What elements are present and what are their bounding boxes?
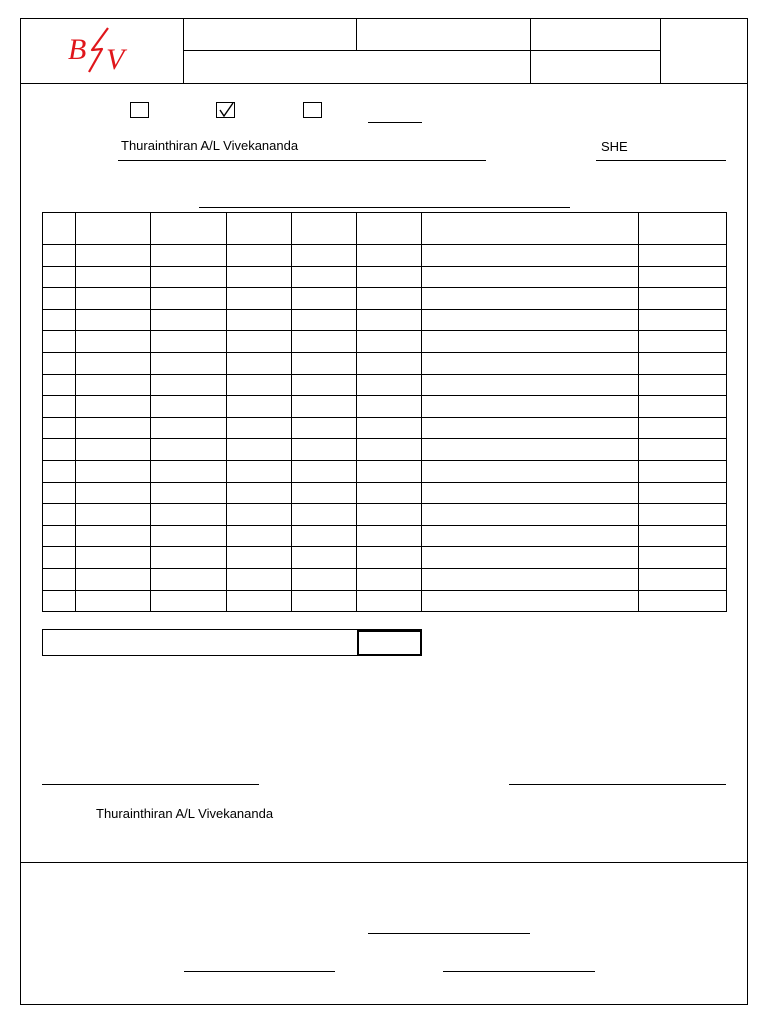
table-cell[interactable] — [357, 417, 422, 439]
name-field-value: Thurainthiran A/L Vivekananda — [121, 138, 299, 153]
table-cell[interactable] — [639, 245, 727, 267]
table-cell[interactable] — [639, 547, 727, 569]
table-cell[interactable] — [422, 482, 639, 504]
short-blank-line[interactable] — [368, 122, 422, 123]
table-cell[interactable] — [292, 439, 357, 461]
bottom-line-right[interactable] — [443, 971, 595, 972]
table-cell[interactable] — [292, 525, 357, 547]
table-cell[interactable] — [422, 309, 639, 331]
table-cell[interactable] — [357, 439, 422, 461]
table-cell[interactable] — [151, 504, 227, 526]
table-cell[interactable] — [76, 309, 151, 331]
table-cell[interactable] — [43, 309, 76, 331]
header-bottom-rule — [20, 83, 748, 84]
table-header-cell — [639, 213, 727, 245]
table-cell[interactable] — [151, 266, 227, 288]
table-cell[interactable] — [639, 525, 727, 547]
table-cell[interactable] — [422, 396, 639, 418]
table-cell[interactable] — [43, 288, 76, 310]
table-cell[interactable] — [357, 352, 422, 374]
table-cell[interactable] — [422, 590, 639, 612]
table-cell[interactable] — [292, 374, 357, 396]
table-cell[interactable] — [227, 352, 292, 374]
table-row — [43, 309, 727, 331]
table-cell[interactable] — [151, 331, 227, 353]
table-cell[interactable] — [227, 568, 292, 590]
table-cell[interactable] — [76, 266, 151, 288]
table-cell[interactable] — [227, 309, 292, 331]
table-cell[interactable] — [422, 374, 639, 396]
table-cell[interactable] — [422, 331, 639, 353]
table-row — [43, 482, 727, 504]
table-cell[interactable] — [227, 547, 292, 569]
table-cell[interactable] — [151, 482, 227, 504]
table-cell[interactable] — [639, 568, 727, 590]
table-cell[interactable] — [76, 460, 151, 482]
table-header-cell — [292, 213, 357, 245]
table-cell[interactable] — [292, 568, 357, 590]
table-cell[interactable] — [76, 245, 151, 267]
table-cell[interactable] — [76, 590, 151, 612]
table-cell[interactable] — [357, 288, 422, 310]
table-cell[interactable] — [357, 525, 422, 547]
table-cell[interactable] — [227, 590, 292, 612]
table-cell[interactable] — [151, 568, 227, 590]
table-cell[interactable] — [292, 309, 357, 331]
table-cell[interactable] — [422, 288, 639, 310]
table-cell[interactable] — [227, 417, 292, 439]
name-field-line[interactable] — [118, 160, 486, 161]
header-divider-right — [660, 18, 661, 83]
table-cell[interactable] — [639, 504, 727, 526]
department-field-line[interactable] — [596, 160, 726, 161]
signature-line-right[interactable] — [509, 784, 726, 785]
table-cell[interactable] — [151, 525, 227, 547]
table-cell[interactable] — [639, 590, 727, 612]
table-cell[interactable] — [357, 396, 422, 418]
signature-name: Thurainthiran A/L Vivekananda — [96, 806, 274, 821]
table-cell[interactable] — [227, 439, 292, 461]
table-cell[interactable] — [292, 482, 357, 504]
log-table-body — [43, 213, 727, 612]
table-cell[interactable] — [76, 396, 151, 418]
table-cell[interactable] — [151, 439, 227, 461]
table-cell[interactable] — [422, 417, 639, 439]
table-cell[interactable] — [292, 460, 357, 482]
table-cell[interactable] — [76, 331, 151, 353]
signature-line-left[interactable] — [42, 784, 259, 785]
table-row — [43, 396, 727, 418]
table-cell[interactable] — [76, 482, 151, 504]
table-cell[interactable] — [151, 417, 227, 439]
table-cell[interactable] — [357, 460, 422, 482]
table-row — [43, 245, 727, 267]
table-cell[interactable] — [357, 504, 422, 526]
table-header-cell — [43, 213, 76, 245]
table-cell[interactable] — [76, 504, 151, 526]
table-cell[interactable] — [357, 309, 422, 331]
table-cell[interactable] — [43, 331, 76, 353]
table-cell[interactable] — [43, 352, 76, 374]
table-cell[interactable] — [43, 266, 76, 288]
table-cell[interactable] — [292, 288, 357, 310]
table-cell[interactable] — [151, 374, 227, 396]
table-cell[interactable] — [422, 460, 639, 482]
option-checkbox-1[interactable] — [130, 102, 149, 118]
table-row — [43, 288, 727, 310]
table-cell[interactable] — [76, 439, 151, 461]
table-cell[interactable] — [639, 460, 727, 482]
table-cell[interactable] — [639, 288, 727, 310]
table-row — [43, 439, 727, 461]
table-row — [43, 590, 727, 612]
option-checkbox-2[interactable] — [216, 102, 235, 118]
table-cell[interactable] — [227, 374, 292, 396]
svg-text:V: V — [106, 43, 125, 76]
table-cell[interactable] — [151, 245, 227, 267]
table-cell[interactable] — [422, 504, 639, 526]
header-divider-top-2 — [530, 18, 531, 83]
table-cell[interactable] — [43, 460, 76, 482]
table-cell[interactable] — [422, 245, 639, 267]
table-cell[interactable] — [639, 396, 727, 418]
table-cell[interactable] — [76, 525, 151, 547]
table-cell[interactable] — [639, 417, 727, 439]
table-cell[interactable] — [227, 288, 292, 310]
option-checkbox-3[interactable] — [303, 102, 322, 118]
table-cell[interactable] — [227, 396, 292, 418]
table-row — [43, 504, 727, 526]
table-header-cell — [76, 213, 151, 245]
table-cell[interactable] — [43, 525, 76, 547]
log-table — [42, 212, 727, 612]
table-cell[interactable] — [76, 417, 151, 439]
table-cell[interactable] — [639, 352, 727, 374]
table-cell[interactable] — [639, 482, 727, 504]
table-cell[interactable] — [639, 331, 727, 353]
svg-text:B: B — [68, 33, 87, 66]
bottom-section-rule — [20, 862, 748, 863]
table-cell[interactable] — [151, 547, 227, 569]
table-cell[interactable] — [292, 417, 357, 439]
table-cell[interactable] — [639, 374, 727, 396]
table-row — [43, 568, 727, 590]
table-cell[interactable] — [639, 439, 727, 461]
table-cell[interactable] — [43, 590, 76, 612]
table-cell[interactable] — [422, 568, 639, 590]
checkmark-icon — [216, 102, 235, 118]
table-cell[interactable] — [43, 439, 76, 461]
table-cell[interactable] — [639, 266, 727, 288]
table-header-cell — [151, 213, 227, 245]
table-cell[interactable] — [422, 439, 639, 461]
table-cell[interactable] — [357, 331, 422, 353]
bottom-line-center[interactable] — [368, 933, 530, 934]
table-cell[interactable] — [43, 504, 76, 526]
table-cell[interactable] — [43, 245, 76, 267]
table-cell[interactable] — [422, 266, 639, 288]
table-cell[interactable] — [357, 590, 422, 612]
header-mid-rule — [183, 50, 660, 51]
table-cell[interactable] — [227, 266, 292, 288]
table-cell[interactable] — [43, 374, 76, 396]
table-row — [43, 352, 727, 374]
table-cell[interactable] — [227, 460, 292, 482]
table-cell[interactable] — [639, 309, 727, 331]
table-header-cell — [227, 213, 292, 245]
table-cell[interactable] — [43, 417, 76, 439]
table-cell[interactable] — [43, 547, 76, 569]
table-cell[interactable] — [76, 568, 151, 590]
table-cell[interactable] — [43, 396, 76, 418]
bottom-line-left[interactable] — [184, 971, 335, 972]
table-cell[interactable] — [76, 547, 151, 569]
table-row — [43, 460, 727, 482]
table-cell[interactable] — [292, 590, 357, 612]
table-cell[interactable] — [422, 352, 639, 374]
table-cell[interactable] — [76, 352, 151, 374]
table-cell[interactable] — [292, 396, 357, 418]
table-cell[interactable] — [422, 547, 639, 569]
company-logo — [62, 24, 142, 76]
table-cell[interactable] — [151, 309, 227, 331]
table-cell[interactable] — [227, 482, 292, 504]
table-row — [43, 331, 727, 353]
table-cell[interactable] — [292, 352, 357, 374]
table-cell[interactable] — [292, 504, 357, 526]
table-cell[interactable] — [227, 331, 292, 353]
department-field-value: SHE — [601, 139, 628, 154]
table-row — [43, 266, 727, 288]
table-row — [43, 525, 727, 547]
table-cell[interactable] — [292, 266, 357, 288]
table-cell[interactable] — [227, 504, 292, 526]
table-cell[interactable] — [43, 568, 76, 590]
table-cell[interactable] — [357, 482, 422, 504]
table-cell[interactable] — [76, 374, 151, 396]
table-cell[interactable] — [76, 288, 151, 310]
table-cell[interactable] — [357, 547, 422, 569]
table-header-cell — [422, 213, 639, 245]
table-title-line — [199, 207, 570, 208]
table-cell[interactable] — [43, 482, 76, 504]
table-cell[interactable] — [151, 288, 227, 310]
table-cell[interactable] — [357, 245, 422, 267]
table-row — [43, 417, 727, 439]
table-cell[interactable] — [292, 547, 357, 569]
table-cell[interactable] — [422, 525, 639, 547]
total-value-cell[interactable] — [357, 630, 422, 656]
table-cell[interactable] — [357, 374, 422, 396]
table-cell[interactable] — [292, 245, 357, 267]
table-header-cell — [357, 213, 422, 245]
table-cell[interactable] — [292, 331, 357, 353]
header-divider-top-1 — [356, 18, 357, 50]
table-cell[interactable] — [151, 396, 227, 418]
table-cell[interactable] — [357, 568, 422, 590]
table-cell[interactable] — [151, 590, 227, 612]
table-cell[interactable] — [357, 266, 422, 288]
bv-logo-icon — [62, 24, 142, 76]
table-cell[interactable] — [151, 352, 227, 374]
table-row — [43, 374, 727, 396]
table-header-row — [43, 213, 727, 245]
table-cell[interactable] — [151, 460, 227, 482]
table-cell[interactable] — [227, 245, 292, 267]
table-cell[interactable] — [227, 525, 292, 547]
table-row — [43, 547, 727, 569]
